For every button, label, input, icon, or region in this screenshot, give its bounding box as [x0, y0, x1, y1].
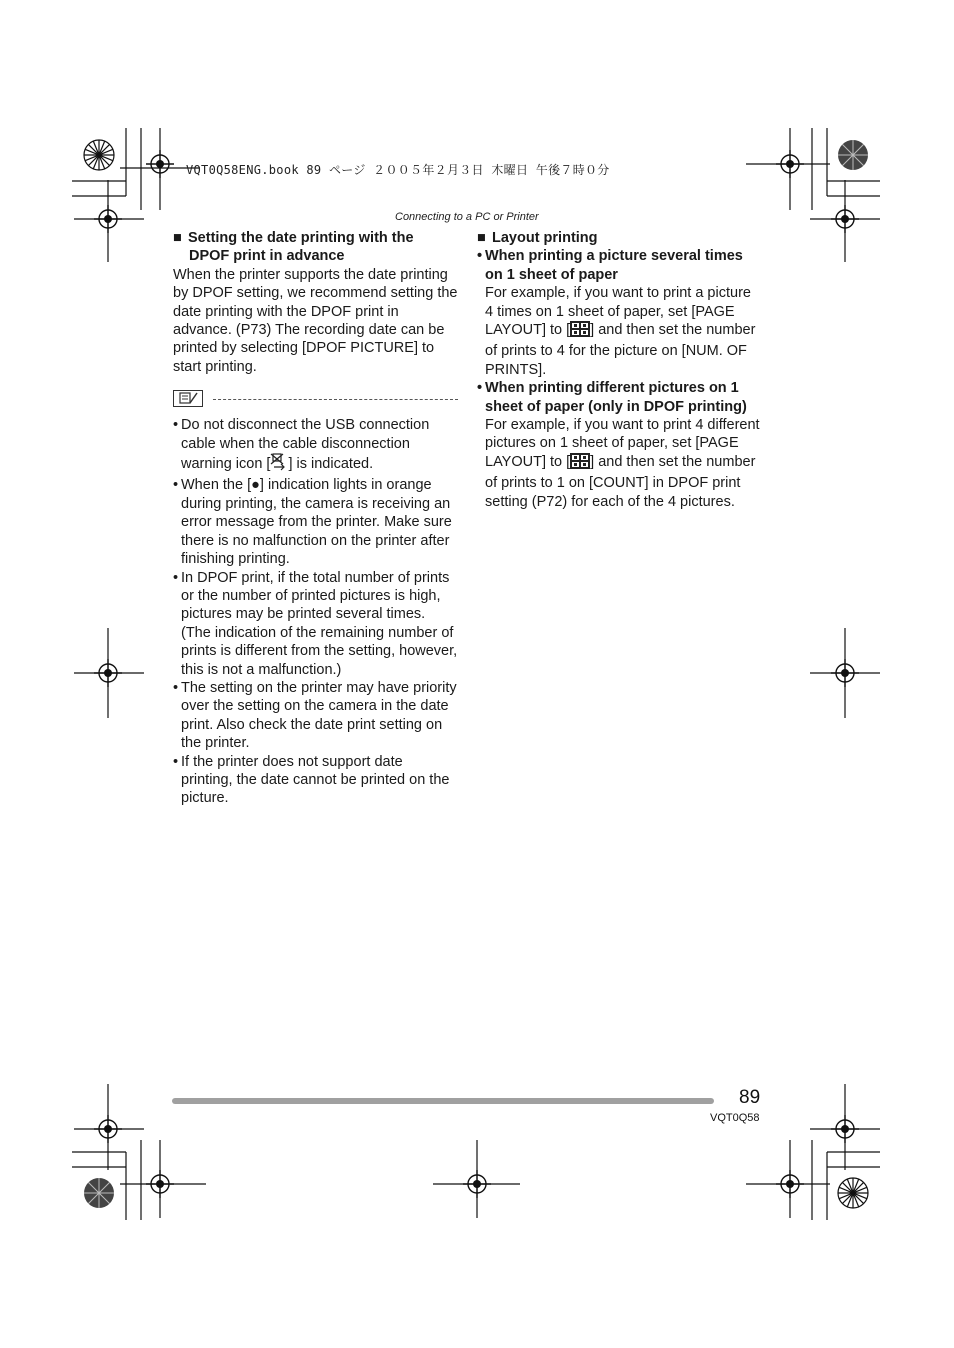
left-column [173, 229, 458, 808]
note-bullet: • In DPOF print, if the total number of prints or the number of printed pictures is high, pictures may be printed several times. (The indication of the remaining number of prints is different from the setting, however, this is not a malfunction.) [173, 569, 458, 679]
page-number: 89 [739, 1087, 761, 1108]
file-meta-line: VQT0Q58ENG.book 89 ページ ２００５年２月３日 木曜日 午後７時０分 [186, 163, 610, 177]
subsection-title: • When printing different pictures on 1 sheet of paper (only in DPOF printing) [477, 379, 762, 416]
right-column [477, 229, 762, 511]
cable-disconnection-warning-icon [270, 453, 288, 476]
note-bullet: • When the [●] indication lights in orange during printing, the camera is receiving an error message from the printer. Make sure there is no malfunction on the printer after finishing printing. [173, 476, 458, 568]
subsection-body: For example, if you want to print 4 different pictures on 1 sheet of paper, set [PAGE LAYOUT] to [ ] and then set the number of prints to 1 on [COUNT] in DPOF print setting (P72) for each of the 4 pictures. [485, 417, 760, 510]
dashed-divider [213, 391, 458, 400]
intro-paragraph: When the printer supports the date printing by DPOF setting, we recommend setting the date printing with the DPOF print in advance. (P73) The recording date can be printed by selecting [DPOF PICTURE] to start printing. [173, 266, 458, 375]
note-divider [173, 390, 458, 410]
note-bullet: • If the printer does not support date printing, the date cannot be printed on the picture. [173, 753, 458, 808]
square-bullet-icon: ■ [477, 230, 486, 246]
section-heading-date-printing: ■ Setting the date printing with the DPOF print in advance [173, 230, 414, 265]
subsection-title: • When printing a picture several times on 1 sheet of paper [477, 247, 762, 284]
section-heading-layout-printing: ■ Layout printing [477, 230, 598, 246]
indicator-dot-icon: ● [251, 477, 260, 494]
note-icon [173, 390, 203, 407]
footer-bar [172, 1098, 714, 1104]
square-bullet-icon: ■ [173, 230, 182, 246]
four-up-layout-icon [570, 321, 590, 342]
four-up-layout-icon [570, 453, 590, 474]
note-bullet: • Do not disconnect the USB connection cable when the cable disconnection warning icon [ ] is indicated. [173, 416, 458, 476]
running-head: Connecting to a PC or Printer [395, 211, 539, 223]
model-code: VQT0Q58 [710, 1112, 760, 1124]
subsection-body: For example, if you want to print a picture 4 times on 1 sheet of paper, set [PAGE LAYOUT] to [ ] and then set the number of prints to 4 for the picture on [NUM. OF PRINTS]. [485, 285, 756, 378]
note-bullet: • The setting on the printer may have priority over the setting on the camera in the date print. Also check the date print setting on the printer. [173, 679, 458, 753]
